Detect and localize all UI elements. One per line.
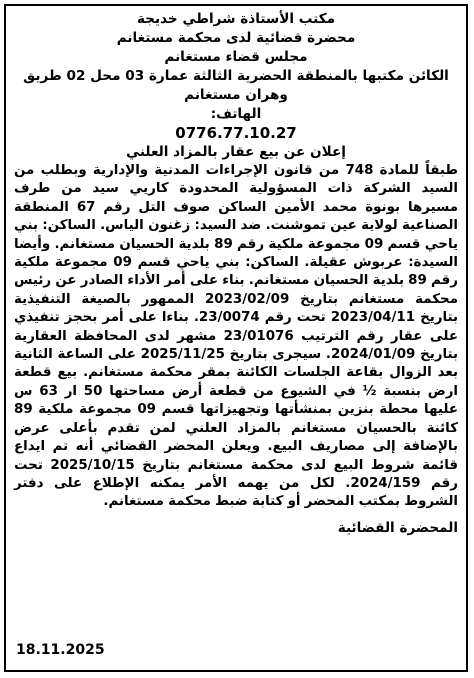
phone-number: 0776.77.10.27 xyxy=(175,124,297,142)
phone-label: الهاتف: xyxy=(210,106,262,122)
office-title: محضرة قضائية لدى محكمة مستغانم xyxy=(116,30,356,46)
court-council: مجلس قضاء مستغانم xyxy=(164,49,308,65)
notice-body: طبقاً للمادة 748 من قانون الإجراءات المدنية والإدارية وبطلب من السيد الشركة ذات المسؤولية المحدودة كاريي سيد من طرف مسيرها بونوة محمد الأمين الساكن صوف التل رقم 67 المنطقة الصناعية لولاية عين تموشنت. ضد السيد: زغنون الياس. الساكن: بني ياحي قسم 09 مجموعة ملكية رقم 89 بلدية الحسيان مستغانم. وأيضا السيدة: عربوش عقيلة. الساكن: بني ياحي قسم 09 مجموعة ملكية رقم 89 بلدية الحسيان مستغانم. بناء على أمر الأداء الصادر عن رئيس محكمة مستغانم بتاريخ 2023/02/09 الممهور بالصيغة التنفيذية بتاريخ 2023/04/11 تحت رقم 23/0074. بناءا على أمر بحجز تنفيذي على عقار رقم الترتيب 23/01076 مشهر لدى المحافظة العقارية بتاريخ 2024/01/09. سيجرى بتاريخ 2025/11/25 على الساعة الثانية بعد الزوال بقاعة الجلسات الكائنة بمقر محكمة مستغانم. بيع قطعة ارض بنسبة ½ في الشيوع من قطعة أرض مساحتها 50 ار 63 س عليها محطة بنزين بمنشأتها وتجهيزاتها قسم 09 مجموعة ملكية 89 كائنة بالحسيان مستغانم بالمزاد العلني لمن تقدم بأعلى عرض بالإضافة إلى مصاريف البيع. ويعلن المحضر القضائي أنه تم ايداع قائمة شروط البيع لدى محكمة مستغانم بتاريخ 2025/10/15 تحت رقم 2024/159. لكل من يهمه الأمر يمكنه الإطلاع على دفتر الشروط بمكتب المحضر أو كتابة ضبط محكمة مستغانم. xyxy=(14,163,459,510)
office-name: مكتب الأستاذة شراطي خديجة xyxy=(136,11,336,27)
legal-notice xyxy=(4,4,468,672)
signature: المحضرة القضائية xyxy=(337,519,458,536)
notice-subject: إعلان عن بيع عقار بالمزاد العلني xyxy=(126,144,346,160)
office-address: الكائن مكتبها بالمنطقة الحضرية الثالثة عمارة 03 محل 02 طريق وهران مستغانم xyxy=(23,68,449,103)
notice-date: 18.11.2025 xyxy=(16,642,105,658)
